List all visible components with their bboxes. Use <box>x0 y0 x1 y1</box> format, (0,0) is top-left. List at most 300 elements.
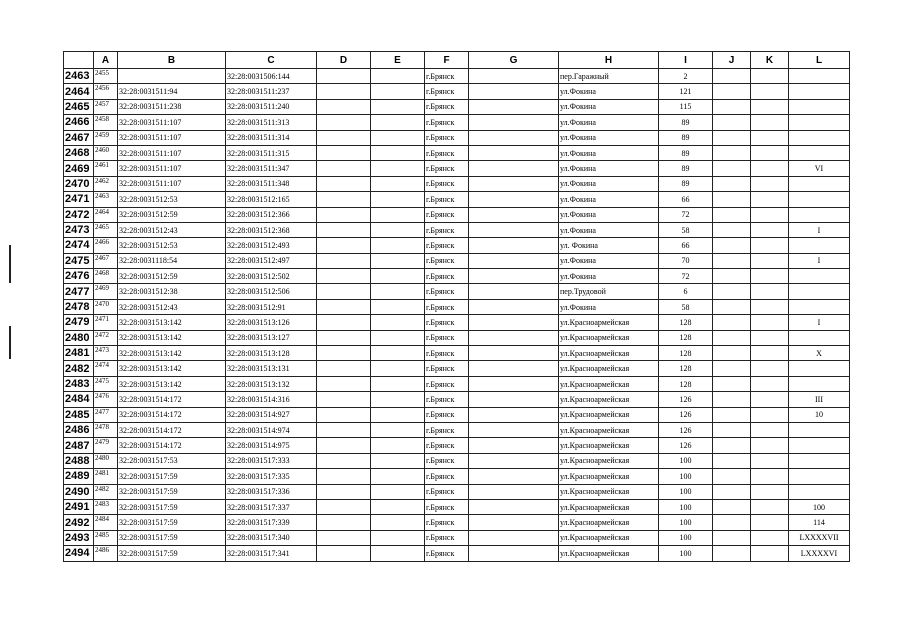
cell-g[interactable] <box>469 484 559 499</box>
cell-k[interactable] <box>751 207 789 222</box>
cell-b[interactable]: 32:28:0031512:43 <box>118 222 226 237</box>
cell-f[interactable]: г.Брянск <box>425 115 469 130</box>
cell-g[interactable] <box>469 438 559 453</box>
cell-e[interactable] <box>371 69 425 84</box>
cell-d[interactable] <box>317 161 371 176</box>
cell-g[interactable] <box>469 253 559 268</box>
column-header-d[interactable]: D <box>317 52 371 69</box>
cell-d[interactable] <box>317 376 371 391</box>
column-header-k[interactable]: K <box>751 52 789 69</box>
cell-c[interactable]: 32:28:0031517:335 <box>226 469 317 484</box>
cell-i[interactable]: 128 <box>659 376 713 391</box>
cell-i[interactable]: 89 <box>659 115 713 130</box>
cell-c[interactable]: 32:28:0031512:368 <box>226 222 317 237</box>
cell-a[interactable]: 2484 <box>94 515 118 530</box>
cell-c[interactable]: 32:28:0031517:337 <box>226 499 317 514</box>
cell-g[interactable] <box>469 469 559 484</box>
cell-d[interactable] <box>317 346 371 361</box>
cell-k[interactable] <box>751 176 789 191</box>
cell-b[interactable]: 32:28:0031514:172 <box>118 407 226 422</box>
row-number[interactable]: 2486 <box>64 422 94 437</box>
row-number[interactable]: 2475 <box>64 253 94 268</box>
column-header-c[interactable]: C <box>226 52 317 69</box>
row-number[interactable]: 2483 <box>64 376 94 391</box>
cell-d[interactable] <box>317 222 371 237</box>
cell-h[interactable]: ул.Фокина <box>559 269 659 284</box>
cell-j[interactable] <box>713 453 751 468</box>
cell-a[interactable]: 2457 <box>94 99 118 114</box>
cell-b[interactable]: 32:28:0031511:107 <box>118 130 226 145</box>
cell-f[interactable]: г.Брянск <box>425 222 469 237</box>
cell-l[interactable]: LXXXXVII <box>789 530 850 545</box>
cell-j[interactable] <box>713 145 751 160</box>
cell-i[interactable]: 100 <box>659 530 713 545</box>
cell-g[interactable] <box>469 376 559 391</box>
cell-d[interactable] <box>317 438 371 453</box>
row-number[interactable]: 2466 <box>64 115 94 130</box>
cell-j[interactable] <box>713 530 751 545</box>
cell-k[interactable] <box>751 299 789 314</box>
cell-j[interactable] <box>713 546 751 561</box>
cell-b[interactable]: 32:28:0031511:107 <box>118 161 226 176</box>
cell-g[interactable] <box>469 315 559 330</box>
cell-k[interactable] <box>751 269 789 284</box>
cell-f[interactable]: г.Брянск <box>425 69 469 84</box>
cell-f[interactable]: г.Брянск <box>425 299 469 314</box>
cell-b[interactable]: 32:28:0031513:142 <box>118 315 226 330</box>
cell-d[interactable] <box>317 407 371 422</box>
cell-f[interactable]: г.Брянск <box>425 499 469 514</box>
cell-c[interactable]: 32:28:0031511:237 <box>226 84 317 99</box>
cell-f[interactable]: г.Брянск <box>425 238 469 253</box>
cell-d[interactable] <box>317 238 371 253</box>
cell-j[interactable] <box>713 484 751 499</box>
cell-c[interactable]: 32:28:0031512:91 <box>226 299 317 314</box>
cell-h[interactable]: пер.Трудовой <box>559 284 659 299</box>
cell-g[interactable] <box>469 407 559 422</box>
cell-k[interactable] <box>751 315 789 330</box>
cell-f[interactable]: г.Брянск <box>425 130 469 145</box>
cell-e[interactable] <box>371 115 425 130</box>
cell-g[interactable] <box>469 284 559 299</box>
cell-c[interactable]: 32:28:0031512:366 <box>226 207 317 222</box>
cell-b[interactable]: 32:28:0031513:142 <box>118 330 226 345</box>
row-number[interactable]: 2469 <box>64 161 94 176</box>
cell-i[interactable]: 100 <box>659 515 713 530</box>
cell-j[interactable] <box>713 207 751 222</box>
row-number[interactable]: 2465 <box>64 99 94 114</box>
cell-a[interactable]: 2481 <box>94 469 118 484</box>
cell-c[interactable]: 32:28:0031517:340 <box>226 530 317 545</box>
cell-j[interactable] <box>713 422 751 437</box>
cell-l[interactable] <box>789 269 850 284</box>
cell-l[interactable] <box>789 99 850 114</box>
row-number[interactable]: 2494 <box>64 546 94 561</box>
column-header-h[interactable]: H <box>559 52 659 69</box>
cell-h[interactable]: ул.Фокина <box>559 130 659 145</box>
cell-e[interactable] <box>371 161 425 176</box>
cell-c[interactable]: 32:28:0031517:339 <box>226 515 317 530</box>
cell-d[interactable] <box>317 299 371 314</box>
cell-g[interactable] <box>469 222 559 237</box>
cell-h[interactable]: ул.Красноармейская <box>559 438 659 453</box>
cell-k[interactable] <box>751 438 789 453</box>
cell-h[interactable]: ул.Красноармейская <box>559 392 659 407</box>
cell-h[interactable]: ул.Красноармейская <box>559 530 659 545</box>
cell-e[interactable] <box>371 315 425 330</box>
cell-a[interactable]: 2458 <box>94 115 118 130</box>
cell-g[interactable] <box>469 176 559 191</box>
cell-i[interactable]: 100 <box>659 453 713 468</box>
cell-f[interactable]: г.Брянск <box>425 207 469 222</box>
cell-a[interactable]: 2467 <box>94 253 118 268</box>
cell-f[interactable]: г.Брянск <box>425 361 469 376</box>
cell-e[interactable] <box>371 469 425 484</box>
cell-k[interactable] <box>751 222 789 237</box>
cell-f[interactable]: г.Брянск <box>425 453 469 468</box>
cell-c[interactable]: 32:28:0031513:126 <box>226 315 317 330</box>
cell-k[interactable] <box>751 546 789 561</box>
cell-b[interactable]: 32:28:0031517:59 <box>118 530 226 545</box>
cell-i[interactable]: 89 <box>659 161 713 176</box>
cell-j[interactable] <box>713 192 751 207</box>
row-number[interactable]: 2464 <box>64 84 94 99</box>
cell-h[interactable]: ул.Фокина <box>559 176 659 191</box>
cell-d[interactable] <box>317 69 371 84</box>
cell-h[interactable]: ул.Красноармейская <box>559 499 659 514</box>
cell-i[interactable]: 128 <box>659 330 713 345</box>
cell-g[interactable] <box>469 145 559 160</box>
cell-c[interactable]: 32:28:0031511:347 <box>226 161 317 176</box>
cell-f[interactable]: г.Брянск <box>425 515 469 530</box>
cell-l[interactable] <box>789 115 850 130</box>
cell-c[interactable]: 32:28:0031514:974 <box>226 422 317 437</box>
cell-e[interactable] <box>371 546 425 561</box>
cell-j[interactable] <box>713 69 751 84</box>
cell-c[interactable]: 32:28:0031511:240 <box>226 99 317 114</box>
cell-d[interactable] <box>317 207 371 222</box>
cell-g[interactable] <box>469 515 559 530</box>
cell-h[interactable]: ул.Фокина <box>559 84 659 99</box>
cell-c[interactable]: 32:28:0031517:341 <box>226 546 317 561</box>
cell-c[interactable]: 32:28:0031511:314 <box>226 130 317 145</box>
row-number[interactable]: 2491 <box>64 499 94 514</box>
cell-l[interactable]: 114 <box>789 515 850 530</box>
cell-b[interactable]: 32:28:0031513:142 <box>118 376 226 391</box>
cell-j[interactable] <box>713 438 751 453</box>
cell-e[interactable] <box>371 222 425 237</box>
cell-d[interactable] <box>317 330 371 345</box>
cell-i[interactable]: 126 <box>659 392 713 407</box>
cell-d[interactable] <box>317 315 371 330</box>
cell-h[interactable]: ул.Фокина <box>559 207 659 222</box>
row-number[interactable]: 2463 <box>64 69 94 84</box>
cell-f[interactable]: г.Брянск <box>425 330 469 345</box>
cell-g[interactable] <box>469 346 559 361</box>
cell-b[interactable]: 32:28:0031511:238 <box>118 99 226 114</box>
cell-d[interactable] <box>317 176 371 191</box>
row-number[interactable]: 2476 <box>64 269 94 284</box>
cell-e[interactable] <box>371 207 425 222</box>
cell-g[interactable] <box>469 453 559 468</box>
cell-g[interactable] <box>469 530 559 545</box>
cell-a[interactable]: 2472 <box>94 330 118 345</box>
cell-d[interactable] <box>317 453 371 468</box>
cell-f[interactable]: г.Брянск <box>425 530 469 545</box>
cell-l[interactable]: X <box>789 346 850 361</box>
cell-e[interactable] <box>371 484 425 499</box>
cell-i[interactable]: 115 <box>659 99 713 114</box>
cell-k[interactable] <box>751 392 789 407</box>
cell-l[interactable]: VI <box>789 161 850 176</box>
cell-l[interactable] <box>789 238 850 253</box>
cell-a[interactable]: 2463 <box>94 192 118 207</box>
cell-e[interactable] <box>371 284 425 299</box>
cell-f[interactable]: г.Брянск <box>425 422 469 437</box>
cell-d[interactable] <box>317 192 371 207</box>
column-header-b[interactable]: B <box>118 52 226 69</box>
cell-b[interactable]: 32:28:0031512:38 <box>118 284 226 299</box>
row-number[interactable]: 2474 <box>64 238 94 253</box>
cell-d[interactable] <box>317 484 371 499</box>
cell-e[interactable] <box>371 330 425 345</box>
cell-a[interactable]: 2471 <box>94 315 118 330</box>
cell-a[interactable]: 2470 <box>94 299 118 314</box>
cell-j[interactable] <box>713 315 751 330</box>
cell-f[interactable]: г.Брянск <box>425 392 469 407</box>
cell-j[interactable] <box>713 407 751 422</box>
cell-f[interactable]: г.Брянск <box>425 484 469 499</box>
cell-a[interactable]: 2474 <box>94 361 118 376</box>
cell-e[interactable] <box>371 422 425 437</box>
cell-i[interactable]: 126 <box>659 407 713 422</box>
cell-g[interactable] <box>469 361 559 376</box>
cell-e[interactable] <box>371 253 425 268</box>
cell-f[interactable]: г.Брянск <box>425 176 469 191</box>
cell-h[interactable]: ул.Фокина <box>559 222 659 237</box>
cell-l[interactable]: 100 <box>789 499 850 514</box>
cell-c[interactable]: 32:28:0031514:927 <box>226 407 317 422</box>
cell-e[interactable] <box>371 176 425 191</box>
cell-i[interactable]: 66 <box>659 238 713 253</box>
cell-b[interactable]: 32:28:0031512:59 <box>118 269 226 284</box>
cell-l[interactable] <box>789 422 850 437</box>
row-number[interactable]: 2467 <box>64 130 94 145</box>
cell-h[interactable]: ул.Красноармейская <box>559 361 659 376</box>
row-number[interactable]: 2477 <box>64 284 94 299</box>
cell-k[interactable] <box>751 376 789 391</box>
cell-b[interactable]: 32:28:0031514:172 <box>118 392 226 407</box>
cell-l[interactable] <box>789 469 850 484</box>
cell-k[interactable] <box>751 407 789 422</box>
row-number[interactable]: 2472 <box>64 207 94 222</box>
cell-c[interactable]: 32:28:0031506:144 <box>226 69 317 84</box>
cell-l[interactable] <box>789 145 850 160</box>
cell-e[interactable] <box>371 238 425 253</box>
cell-a[interactable]: 2465 <box>94 222 118 237</box>
cell-k[interactable] <box>751 515 789 530</box>
cell-g[interactable] <box>469 269 559 284</box>
cell-a[interactable]: 2483 <box>94 499 118 514</box>
cell-b[interactable]: 32:28:0031512:53 <box>118 238 226 253</box>
cell-b[interactable] <box>118 69 226 84</box>
cell-k[interactable] <box>751 192 789 207</box>
cell-a[interactable]: 2462 <box>94 176 118 191</box>
cell-k[interactable] <box>751 361 789 376</box>
cell-l[interactable] <box>789 69 850 84</box>
row-number[interactable]: 2468 <box>64 145 94 160</box>
cell-k[interactable] <box>751 84 789 99</box>
cell-j[interactable] <box>713 238 751 253</box>
cell-f[interactable]: г.Брянск <box>425 546 469 561</box>
cell-l[interactable] <box>789 207 850 222</box>
cell-d[interactable] <box>317 145 371 160</box>
cell-b[interactable]: 32:28:0031517:59 <box>118 546 226 561</box>
cell-h[interactable]: ул.Красноармейская <box>559 484 659 499</box>
cell-d[interactable] <box>317 269 371 284</box>
column-header-f[interactable]: F <box>425 52 469 69</box>
cell-d[interactable] <box>317 469 371 484</box>
cell-l[interactable] <box>789 438 850 453</box>
row-number[interactable]: 2485 <box>64 407 94 422</box>
cell-a[interactable]: 2460 <box>94 145 118 160</box>
cell-i[interactable]: 66 <box>659 192 713 207</box>
cell-i[interactable]: 70 <box>659 253 713 268</box>
cell-a[interactable]: 2479 <box>94 438 118 453</box>
cell-c[interactable]: 32:28:0031514:975 <box>226 438 317 453</box>
cell-i[interactable]: 121 <box>659 84 713 99</box>
cell-l[interactable] <box>789 176 850 191</box>
cell-f[interactable]: г.Брянск <box>425 346 469 361</box>
cell-f[interactable]: г.Брянск <box>425 161 469 176</box>
cell-k[interactable] <box>751 99 789 114</box>
cell-j[interactable] <box>713 253 751 268</box>
row-number[interactable]: 2470 <box>64 176 94 191</box>
row-number[interactable]: 2487 <box>64 438 94 453</box>
cell-f[interactable]: г.Брянск <box>425 469 469 484</box>
cell-d[interactable] <box>317 546 371 561</box>
cell-j[interactable] <box>713 346 751 361</box>
cell-a[interactable]: 2459 <box>94 130 118 145</box>
cell-h[interactable]: ул.Фокина <box>559 145 659 160</box>
cell-e[interactable] <box>371 145 425 160</box>
cell-i[interactable]: 100 <box>659 546 713 561</box>
cell-j[interactable] <box>713 99 751 114</box>
row-number[interactable]: 2493 <box>64 530 94 545</box>
cell-i[interactable]: 100 <box>659 469 713 484</box>
row-number[interactable]: 2478 <box>64 299 94 314</box>
cell-g[interactable] <box>469 207 559 222</box>
cell-c[interactable]: 32:28:0031517:336 <box>226 484 317 499</box>
row-number[interactable]: 2480 <box>64 330 94 345</box>
cell-c[interactable]: 32:28:0031512:497 <box>226 253 317 268</box>
cell-g[interactable] <box>469 130 559 145</box>
cell-h[interactable]: ул.Фокина <box>559 192 659 207</box>
cell-b[interactable]: 32:28:0031514:172 <box>118 438 226 453</box>
cell-i[interactable]: 128 <box>659 361 713 376</box>
cell-a[interactable]: 2469 <box>94 284 118 299</box>
cell-j[interactable] <box>713 84 751 99</box>
cell-a[interactable]: 2485 <box>94 530 118 545</box>
cell-e[interactable] <box>371 269 425 284</box>
cell-k[interactable] <box>751 499 789 514</box>
cell-f[interactable]: г.Брянск <box>425 84 469 99</box>
cell-g[interactable] <box>469 422 559 437</box>
cell-e[interactable] <box>371 453 425 468</box>
cell-l[interactable]: III <box>789 392 850 407</box>
cell-l[interactable]: I <box>789 315 850 330</box>
cell-b[interactable]: 32:28:0031511:94 <box>118 84 226 99</box>
cell-g[interactable] <box>469 546 559 561</box>
cell-c[interactable]: 32:28:0031513:128 <box>226 346 317 361</box>
cell-h[interactable]: ул. Фокина <box>559 238 659 253</box>
row-number[interactable]: 2479 <box>64 315 94 330</box>
cell-h[interactable]: ул.Красноармейская <box>559 422 659 437</box>
cell-j[interactable] <box>713 361 751 376</box>
cell-k[interactable] <box>751 69 789 84</box>
cell-i[interactable]: 126 <box>659 422 713 437</box>
cell-c[interactable]: 32:28:0031514:316 <box>226 392 317 407</box>
cell-h[interactable]: ул.Красноармейская <box>559 315 659 330</box>
cell-e[interactable] <box>371 530 425 545</box>
row-number[interactable]: 2484 <box>64 392 94 407</box>
cell-f[interactable]: г.Брянск <box>425 192 469 207</box>
cell-d[interactable] <box>317 99 371 114</box>
cell-l[interactable]: I <box>789 222 850 237</box>
cell-k[interactable] <box>751 330 789 345</box>
cell-d[interactable] <box>317 530 371 545</box>
cell-e[interactable] <box>371 407 425 422</box>
column-header-e[interactable]: E <box>371 52 425 69</box>
cell-b[interactable]: 32:28:0031513:142 <box>118 346 226 361</box>
cell-g[interactable] <box>469 99 559 114</box>
cell-c[interactable]: 32:28:0031517:333 <box>226 453 317 468</box>
cell-c[interactable]: 32:28:0031512:502 <box>226 269 317 284</box>
cell-k[interactable] <box>751 284 789 299</box>
row-number[interactable]: 2481 <box>64 346 94 361</box>
column-header-l[interactable]: L <box>789 52 850 69</box>
cell-f[interactable]: г.Брянск <box>425 315 469 330</box>
cell-c[interactable]: 32:28:0031513:131 <box>226 361 317 376</box>
cell-j[interactable] <box>713 176 751 191</box>
cell-k[interactable] <box>751 530 789 545</box>
cell-i[interactable]: 89 <box>659 145 713 160</box>
cell-i[interactable]: 126 <box>659 438 713 453</box>
cell-b[interactable]: 32:28:0031511:107 <box>118 176 226 191</box>
cell-h[interactable]: ул.Красноармейская <box>559 376 659 391</box>
cell-g[interactable] <box>469 392 559 407</box>
cell-l[interactable] <box>789 453 850 468</box>
cell-a[interactable]: 2480 <box>94 453 118 468</box>
cell-k[interactable] <box>751 161 789 176</box>
cell-d[interactable] <box>317 392 371 407</box>
cell-g[interactable] <box>469 161 559 176</box>
cell-e[interactable] <box>371 130 425 145</box>
cell-k[interactable] <box>751 453 789 468</box>
cell-f[interactable]: г.Брянск <box>425 269 469 284</box>
cell-e[interactable] <box>371 515 425 530</box>
cell-l[interactable] <box>789 192 850 207</box>
cell-e[interactable] <box>371 499 425 514</box>
column-header-a[interactable]: A <box>94 52 118 69</box>
cell-j[interactable] <box>713 130 751 145</box>
cell-k[interactable] <box>751 115 789 130</box>
cell-l[interactable] <box>789 376 850 391</box>
cell-b[interactable]: 32:28:0031517:59 <box>118 499 226 514</box>
cell-h[interactable]: ул.Красноармейская <box>559 330 659 345</box>
cell-l[interactable] <box>789 130 850 145</box>
cell-b[interactable]: 32:28:0031517:59 <box>118 484 226 499</box>
